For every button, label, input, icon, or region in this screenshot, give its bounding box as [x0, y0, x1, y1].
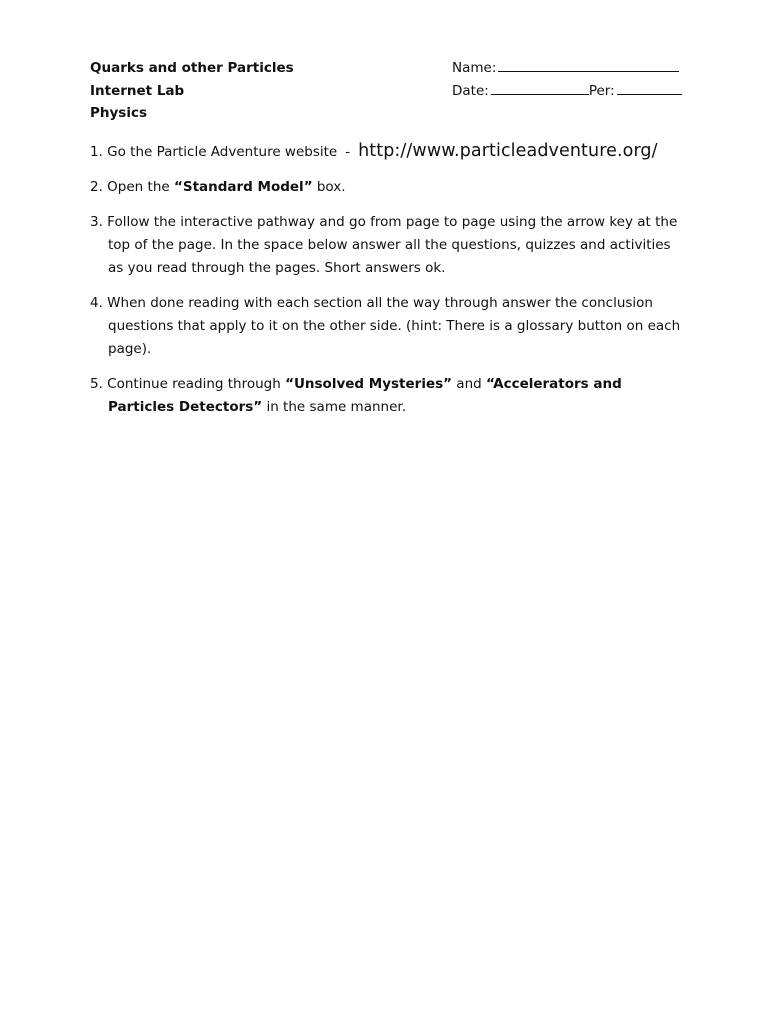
step-2-bold: “Standard Model”: [173, 179, 313, 195]
step-5-bold-1: “Unsolved Mysteries”: [285, 376, 453, 392]
step-5-mid: and: [452, 376, 486, 392]
worksheet-title: Quarks and other Particles: [90, 60, 294, 76]
header-right: [452, 57, 682, 102]
per-blank[interactable]: [617, 80, 682, 95]
step-5-post: in the same manner.: [262, 399, 407, 415]
step-5-pre: 5. Continue reading through: [90, 376, 286, 392]
header-left: [90, 57, 294, 125]
course-name: Physics: [90, 105, 148, 121]
worksheet-subtitle: Internet Lab: [90, 82, 185, 99]
name-label: Name:: [452, 60, 497, 76]
step-1: [90, 140, 690, 164]
date-label: Date:: [452, 82, 489, 99]
step-2-pre: 2. Open the: [90, 179, 174, 195]
step-3: 3. Follow the interactive pathway and go from page to page using the arrow key at the top of the page. In the space below answer all the questions, quizzes and activities as you read through the pages. Short answers ok.: [90, 214, 678, 276]
step-5-bold-2: “Accelerators and Particles Detectors”: [108, 376, 622, 415]
step-2-post: box.: [312, 179, 346, 195]
step-4: 4. When done reading with each section all the way through answer the conclusion questions that apply to it on the other side. (hint: There is a glossary button on each page).: [90, 295, 681, 357]
per-label: Per:: [588, 82, 615, 99]
step-5: [90, 373, 690, 419]
step-1-dash: -: [345, 144, 351, 160]
step-2: [90, 176, 690, 199]
instructions-list: [90, 140, 690, 431]
name-blank[interactable]: [498, 57, 679, 72]
date-blank[interactable]: [491, 80, 589, 95]
website-url-link[interactable]: http://www.particleadventure.org/: [358, 141, 658, 161]
name-row: [452, 57, 682, 80]
step-1-text: 1. Go the Particle Adventure website: [90, 144, 338, 160]
date-per-row: [452, 80, 682, 103]
